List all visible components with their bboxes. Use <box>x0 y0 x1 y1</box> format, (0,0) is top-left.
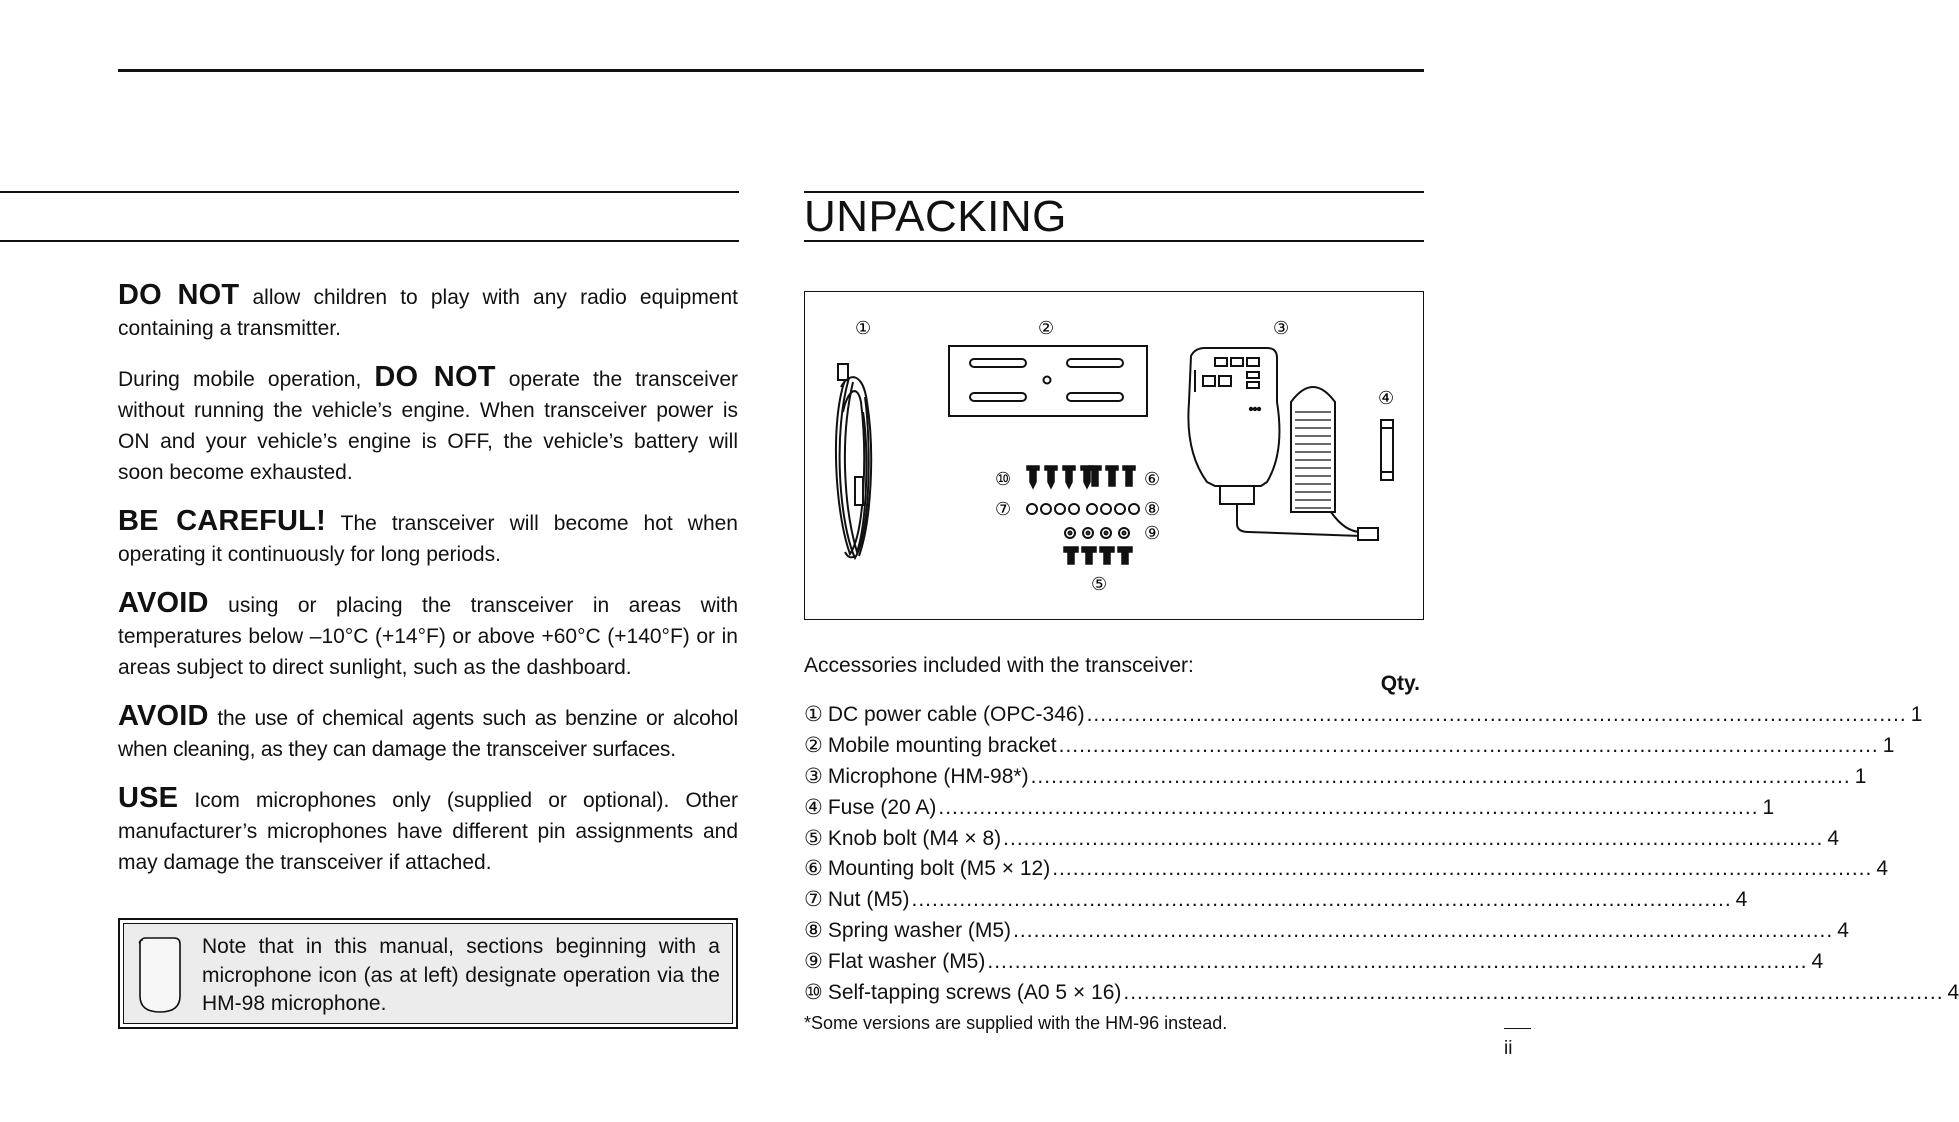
accessories-intro: Accessories included with the transceiver: <box>804 654 1194 677</box>
accessory-item: ⑧ Spring washer (M5) ........................................................................................................................ 4 <box>804 919 1849 943</box>
figure-label-10: ⑩ <box>995 469 1012 490</box>
footnote: *Some versions are supplied with the HM-96 instead. <box>804 1013 1228 1033</box>
figure-label-5: ⑤ <box>1091 574 1108 595</box>
precaution-paragraph: AVOID using or placing the transceiver in areas with temperatures below –10°C (+14°F) or above +60°C (+140°F) or in areas subject to direct sunlight, such as the dashboard. <box>118 587 738 679</box>
precaution-paragraph: DO NOT allow children to play with any radio equipment containing a transmitter. <box>118 279 739 340</box>
figure-label-8: ⑧ <box>1144 499 1161 520</box>
precautions-column <box>118 280 738 896</box>
precaution-paragraph: During mobile operation, DO NOT operate the transceiver without running the vehicle’s engine. When transceiver power is ON and your vehicle’s engine is OFF, the vehicle’s battery will soon become exhausted. <box>118 361 738 484</box>
mounting-bracket-drawing <box>949 346 1147 416</box>
keyword: AVOID <box>118 700 209 732</box>
page-number-rule <box>1504 1028 1531 1029</box>
figure-label-6: ⑥ <box>1144 469 1161 490</box>
accessory-item: ⑥ Mounting bolt (M5 × 12) ........................................................................................................................ 4 <box>804 857 1889 881</box>
washers-nuts-drawing <box>1027 504 1139 538</box>
figure-label-7: ⑦ <box>995 499 1012 520</box>
accessory-item: ⑩ Self-tapping screws (A0 5 × 16) ........................................................................................................................ 4 <box>804 981 1959 1005</box>
accessory-item: ⑨ Flat washer (M5) ........................................................................................................................ 4 <box>804 950 1824 974</box>
keyword: DO NOT <box>118 279 240 311</box>
accessory-item: ③ Microphone (HM-98*) ........................................................................................................................ 1 <box>804 764 1867 788</box>
precaution-paragraph: AVOID the use of chemical agents such as benzine or alcohol when cleaning, as they can damage the transceiver surfaces. <box>118 700 738 761</box>
accessory-item: ① DC power cable (OPC-346) ........................................................................................................................ 1 <box>804 703 1923 726</box>
fuse-drawing <box>1381 420 1393 480</box>
keyword: USE <box>118 782 179 814</box>
note-text: Note that in this manual, sections beginning with a microphone icon (as at left) designate operation via the HM-98 microphone. <box>202 935 720 1015</box>
note-inner <box>123 923 733 1024</box>
microphone-icon <box>136 936 184 1014</box>
header-rule <box>118 69 1424 72</box>
figure-label-4: ④ <box>1378 388 1395 409</box>
accessory-item: ⑤ Knob bolt (M4 × 8) ........................................................................................................................ 4 <box>804 826 1839 850</box>
accessory-item: ④ Fuse (20 A) ........................................................................................................................ 1 <box>804 795 1775 819</box>
microphone-note-box <box>118 918 738 1029</box>
precaution-paragraph: BE CAREFUL! The transceiver will become hot when operating it continuously for long periods. <box>118 505 738 566</box>
keyword: AVOID <box>118 587 209 619</box>
accessories-illustration <box>805 292 1425 621</box>
figure-label-2: ② <box>1038 318 1055 339</box>
keyword: BE CAREFUL! <box>118 505 326 537</box>
precaution-paragraph: USE Icom microphones only (supplied or optional). Other manufacturer’s microphones have different pin assignments and may damage the transceiver if attached. <box>118 782 738 874</box>
accessory-item: ⑦ Nut (M5) ........................................................................................................................ 4 <box>804 888 1748 912</box>
keyword: DO NOT <box>374 361 496 393</box>
accessories-list <box>804 700 1959 1009</box>
accessories-figure <box>804 291 1424 620</box>
qty-column-header: Qty. <box>1380 672 1420 695</box>
page-title: UNPACKING <box>804 192 1067 241</box>
knob-bolts-drawing <box>1064 547 1132 564</box>
left-section-rule-top <box>0 191 739 193</box>
figure-label-1: ① <box>855 318 872 339</box>
left-section-rule-bottom <box>0 240 739 242</box>
screws-drawing <box>1027 466 1135 488</box>
page-number: ii <box>1504 1038 1513 1059</box>
figure-label-9: ⑨ <box>1144 523 1161 544</box>
dc-cable-drawing <box>836 364 871 558</box>
accessory-item: ② Mobile mounting bracket ........................................................................................................................ 1 <box>804 733 1895 757</box>
figure-label-3: ③ <box>1273 318 1290 339</box>
microphone-drawing <box>1188 348 1378 540</box>
